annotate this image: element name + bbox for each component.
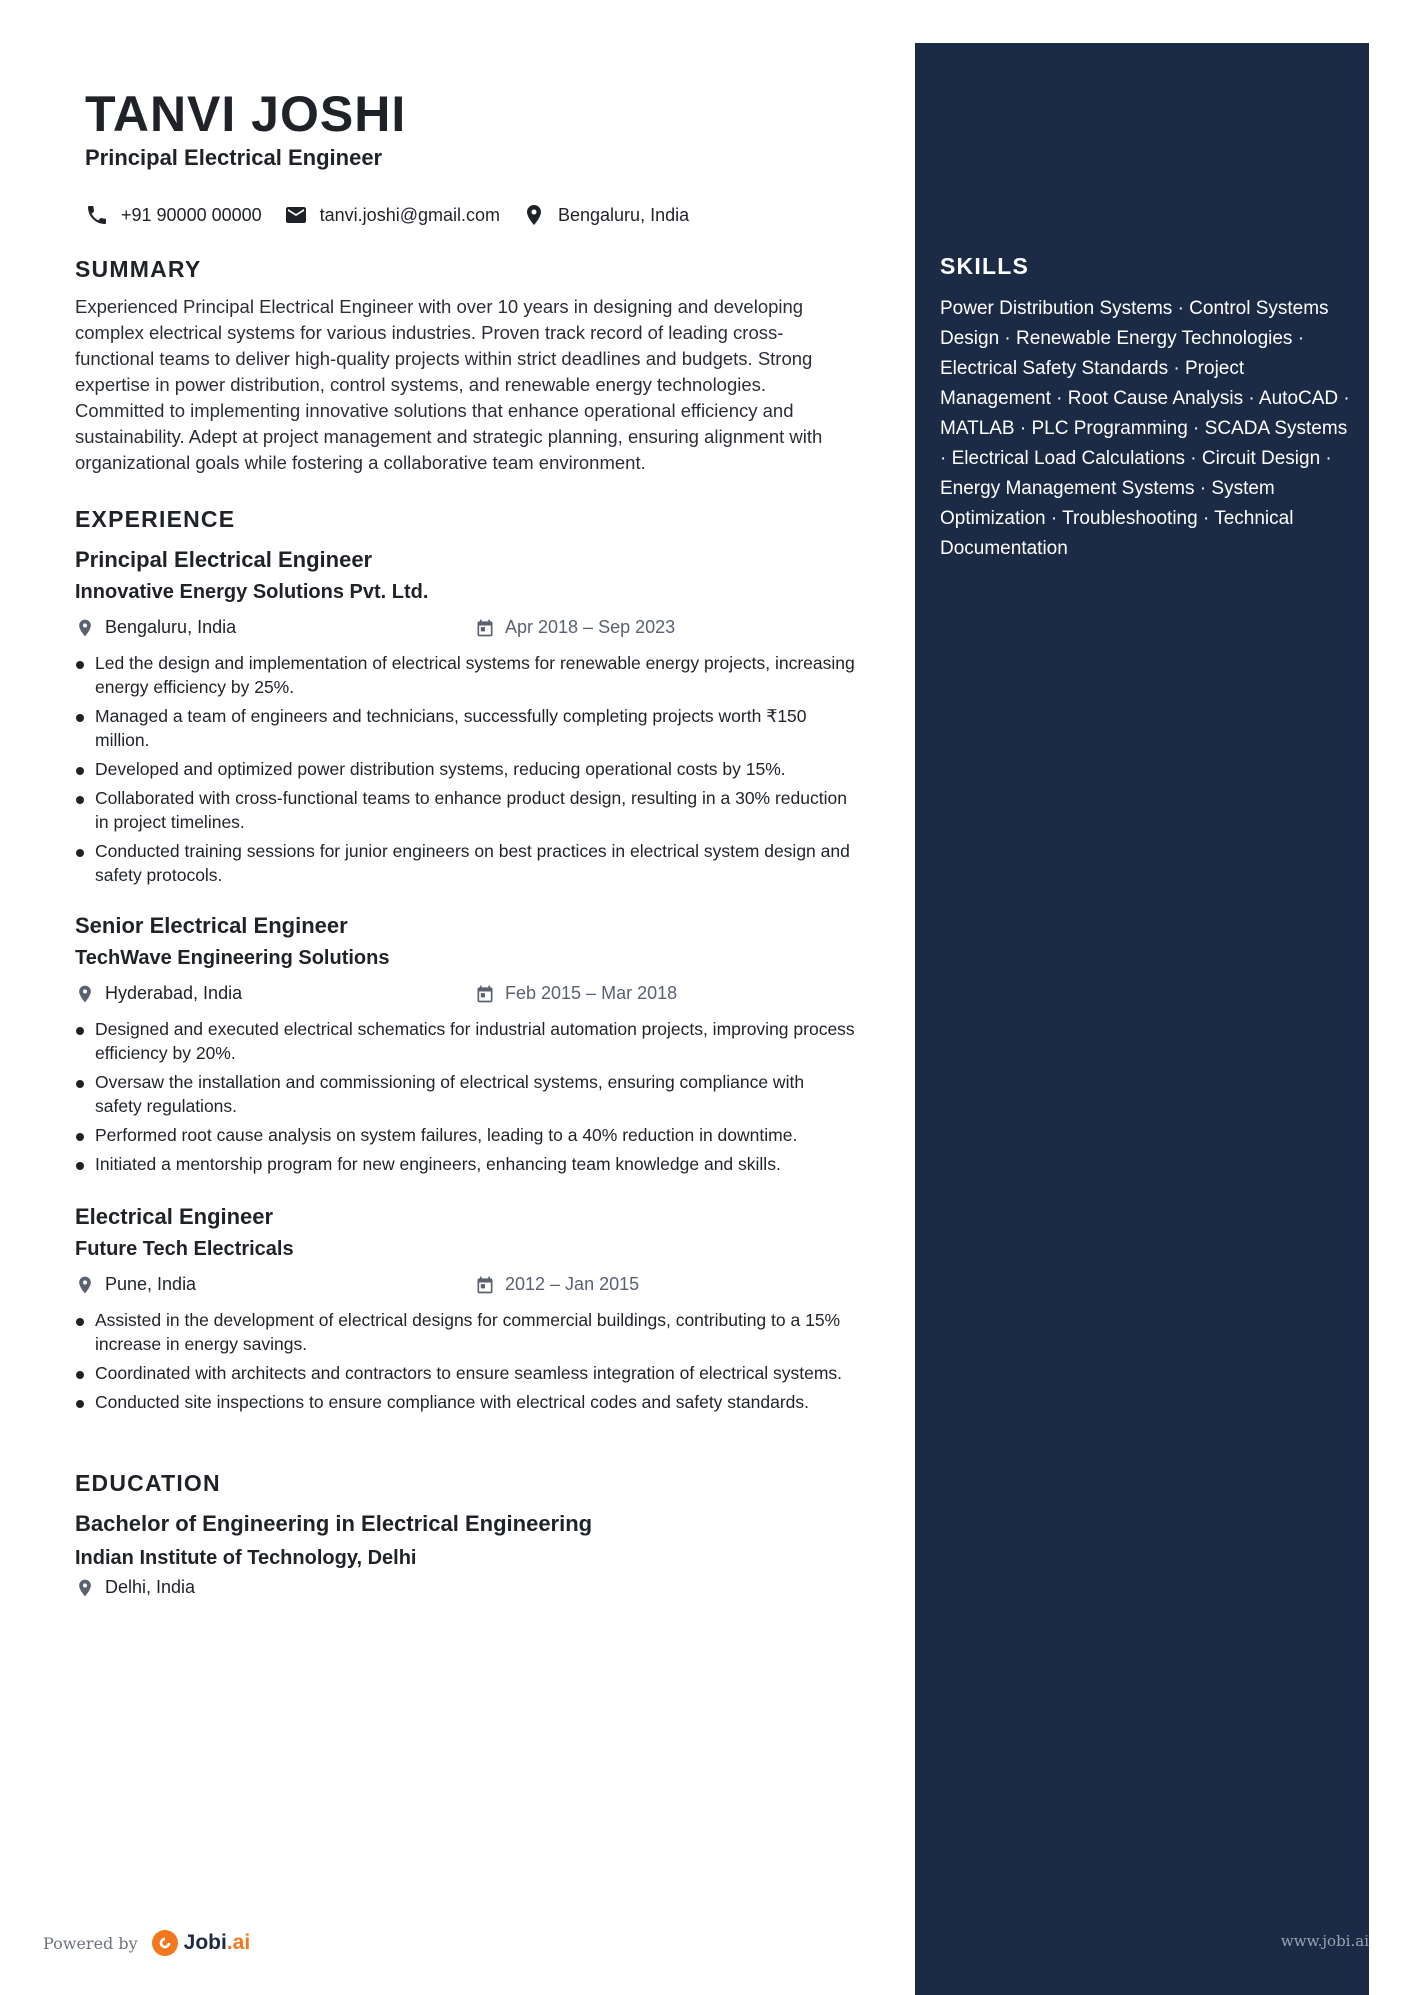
summary-heading: SUMMARY bbox=[75, 256, 202, 282]
job-title: Principal Electrical Engineer bbox=[75, 547, 373, 572]
job-title: Senior Electrical Engineer bbox=[75, 913, 348, 938]
job-location bbox=[75, 617, 236, 638]
job-bullets bbox=[75, 651, 855, 887]
job-location-text: Hyderabad, India bbox=[105, 983, 243, 1003]
list-item: Performed root cause analysis on system failures, leading to a 40% reduction in downtime. bbox=[75, 1123, 855, 1147]
job-company: Innovative Energy Solutions Pvt. Ltd. bbox=[75, 581, 429, 603]
list-item: Led the design and implementation of electrical systems for renewable energy projects, increasing energy efficiency by 25%. bbox=[75, 651, 855, 699]
calendar-icon bbox=[475, 1275, 495, 1295]
contact-phone[interactable] bbox=[85, 203, 262, 227]
job-meta bbox=[75, 617, 855, 645]
candidate-name: TANVI JOSHI bbox=[85, 86, 407, 142]
job-location bbox=[75, 983, 242, 1004]
jobi-logo-text bbox=[184, 1931, 251, 1955]
job-dates-text: 2012 – Jan 2015 bbox=[505, 1274, 640, 1294]
phone-number: +91 90000 00000 bbox=[121, 204, 262, 225]
calendar-icon bbox=[475, 618, 495, 638]
summary-text: Experienced Principal Electrical Engineer with over 10 years in designing and developing complex electrical systems for various industries. Proven track record of leading cross-functional teams to deliver high-quality projects within strict deadlines and budgets. Strong expertise in power distribution, control systems, and renewable energy technologies. Committed to implementing innovative solutions that enhance operational efficiency and sustainability. Adept at project management and strategic planning, ensuring alignment with organizational goals while fostering a collaborative team environment. bbox=[75, 296, 823, 473]
education-meta bbox=[75, 1577, 855, 1605]
job-entry bbox=[75, 545, 855, 892]
job-entry bbox=[75, 1202, 855, 1419]
job-dates bbox=[475, 1274, 639, 1295]
location-pin-icon bbox=[75, 1578, 95, 1598]
job-location bbox=[75, 1274, 196, 1295]
education-location-text: Delhi, India bbox=[105, 1577, 196, 1597]
brand-suffix: .ai bbox=[226, 1931, 251, 1954]
job-location-text: Pune, India bbox=[105, 1274, 197, 1294]
list-item: Oversaw the installation and commissioning of electrical systems, ensuring compliance with safety regulations. bbox=[75, 1070, 855, 1118]
school: Indian Institute of Technology, Delhi bbox=[75, 1547, 417, 1569]
experience-heading: EXPERIENCE bbox=[75, 506, 236, 532]
job-dates-text: Apr 2018 – Sep 2023 bbox=[505, 617, 676, 637]
job-bullets bbox=[75, 1308, 855, 1414]
website-link[interactable]: www.jobi.ai bbox=[1280, 1932, 1369, 1950]
job-meta bbox=[75, 983, 855, 1011]
list-item: Managed a team of engineers and technicians, successfully completing projects worth ₹150 million. bbox=[75, 704, 855, 752]
skills-list: Power Distribution Systems · Control Systems Design · Renewable Energy Technologies · Electrical Safety Standards · Project Management · Root Cause Analysis · AutoCAD · MATLAB · PLC Programming · SCADA Systems · Electrical Load Calculations · Circuit Design · Energy Management Systems · System Optimization · Troubleshooting · Technical Documentation bbox=[940, 298, 1350, 559]
powered-by-label: Powered by bbox=[43, 1933, 138, 1953]
job-entry bbox=[75, 911, 855, 1181]
home-location: Bengaluru, India bbox=[558, 204, 690, 225]
job-dates bbox=[475, 983, 677, 1004]
skills-sidebar bbox=[915, 43, 1369, 1995]
job-bullets bbox=[75, 1017, 855, 1176]
job-title: Electrical Engineer bbox=[75, 1204, 274, 1229]
email-address: tanvi.joshi@gmail.com bbox=[319, 204, 500, 225]
contact-location bbox=[522, 203, 689, 227]
phone-icon bbox=[85, 203, 109, 227]
list-item: Initiated a mentorship program for new engineers, enhancing team knowledge and skills. bbox=[75, 1152, 855, 1176]
location-pin-icon bbox=[75, 618, 95, 638]
list-item: Collaborated with cross-functional teams to enhance product design, resulting in a 30% reduction in project timelines. bbox=[75, 786, 855, 834]
skills-heading: SKILLS bbox=[940, 253, 1029, 279]
list-item: Conducted training sessions for junior engineers on best practices in electrical system design and safety protocols. bbox=[75, 839, 855, 887]
job-location-text: Bengaluru, India bbox=[105, 617, 237, 637]
jobi-logo-icon bbox=[152, 1930, 178, 1956]
contact-email[interactable] bbox=[284, 203, 500, 227]
calendar-icon bbox=[475, 984, 495, 1004]
job-dates-text: Feb 2015 – Mar 2018 bbox=[505, 983, 678, 1003]
job-dates bbox=[475, 617, 675, 638]
location-pin-icon bbox=[522, 203, 546, 227]
list-item: Developed and optimized power distribution systems, reducing operational costs by 15%. bbox=[75, 757, 855, 781]
degree: Bachelor of Engineering in Electrical Engineering bbox=[75, 1511, 593, 1536]
email-icon bbox=[284, 203, 308, 227]
education-location bbox=[75, 1577, 195, 1598]
list-item: Coordinated with architects and contractors to ensure seamless integration of electrical systems. bbox=[75, 1361, 855, 1385]
list-item: Conducted site inspections to ensure compliance with electrical codes and safety standards. bbox=[75, 1390, 855, 1414]
education-entry bbox=[75, 1509, 855, 1605]
candidate-role: Principal Electrical Engineer bbox=[85, 145, 383, 170]
location-pin-icon bbox=[75, 984, 95, 1004]
contact-row bbox=[85, 203, 711, 227]
job-company: Future Tech Electricals bbox=[75, 1238, 294, 1260]
brand-name: Jobi bbox=[183, 1931, 227, 1954]
job-meta bbox=[75, 1274, 855, 1302]
powered-by-footer[interactable] bbox=[43, 1930, 250, 1956]
education-heading: EDUCATION bbox=[75, 1470, 221, 1496]
location-pin-icon bbox=[75, 1275, 95, 1295]
list-item: Designed and executed electrical schematics for industrial automation projects, improving process efficiency by 20%. bbox=[75, 1017, 855, 1065]
job-company: TechWave Engineering Solutions bbox=[75, 947, 390, 969]
list-item: Assisted in the development of electrical designs for commercial buildings, contributing to a 15% increase in energy savings. bbox=[75, 1308, 855, 1356]
